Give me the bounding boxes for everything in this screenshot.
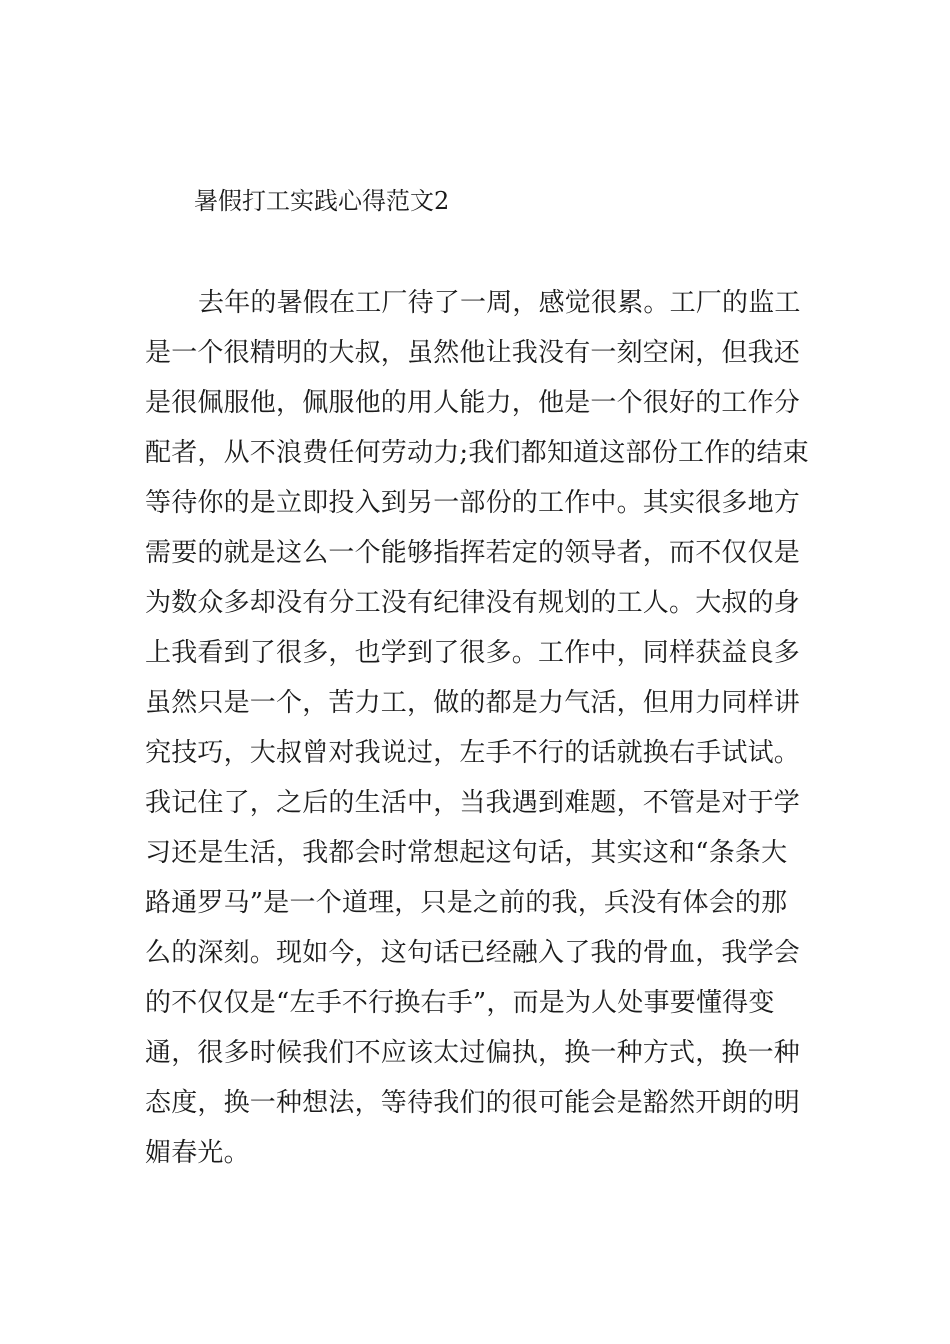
paragraph-line: 态度，换一种想法，等待我们的很可能会是豁然开朗的明 [145, 1088, 801, 1118]
paragraph-line: 路通罗马”是一个道理，只是之前的我，兵没有体会的那 [145, 888, 788, 918]
paragraph-line: 媚春光。 [145, 1138, 250, 1168]
paragraph-line: 去年的暑假在工厂待了一周，感觉很累。工厂的监工 [198, 288, 801, 318]
document-paragraph [145, 278, 810, 1178]
paragraph-line: 是一个很精明的大叔，虽然他让我没有一刻空闲，但我还 [145, 338, 801, 368]
paragraph-line: 我记住了，之后的生活中，当我遇到难题，不管是对于学 [145, 788, 801, 818]
paragraph-line: 上我看到了很多，也学到了很多。工作中，同样获益良多 [145, 638, 801, 668]
document-title: 暑假打工实践心得范文2 [194, 187, 450, 215]
paragraph-line: 需要的就是这么一个能够指挥若定的领导者，而不仅仅是 [145, 538, 801, 568]
paragraph-line: 是很佩服他，佩服他的用人能力，他是一个很好的工作分 [145, 388, 801, 418]
paragraph-line: 等待你的是立即投入到另一部份的工作中。其实很多地方 [145, 488, 801, 518]
paragraph-line: 究技巧，大叔曾对我说过，左手不行的话就换右手试试。 [145, 738, 801, 768]
paragraph-line: 么的深刻。现如今，这句话已经融入了我的骨血，我学会 [145, 938, 801, 968]
paragraph-line: 的不仅仅是“左手不行换右手”，而是为人处事要懂得变 [145, 988, 775, 1018]
paragraph-line: 配者，从不浪费任何劳动力;我们都知道这部份工作的结束 [145, 438, 809, 468]
paragraph-line: 为数众多却没有分工没有纪律没有规划的工人。大叔的身 [145, 588, 801, 618]
paragraph-line: 习还是生活，我都会时常想起这句话，其实这和“条条大 [145, 838, 788, 868]
paragraph-line: 通，很多时候我们不应该太过偏执，换一种方式，换一种 [145, 1038, 801, 1068]
paragraph-line: 虽然只是一个，苦力工，做的都是力气活，但用力同样讲 [145, 688, 801, 718]
